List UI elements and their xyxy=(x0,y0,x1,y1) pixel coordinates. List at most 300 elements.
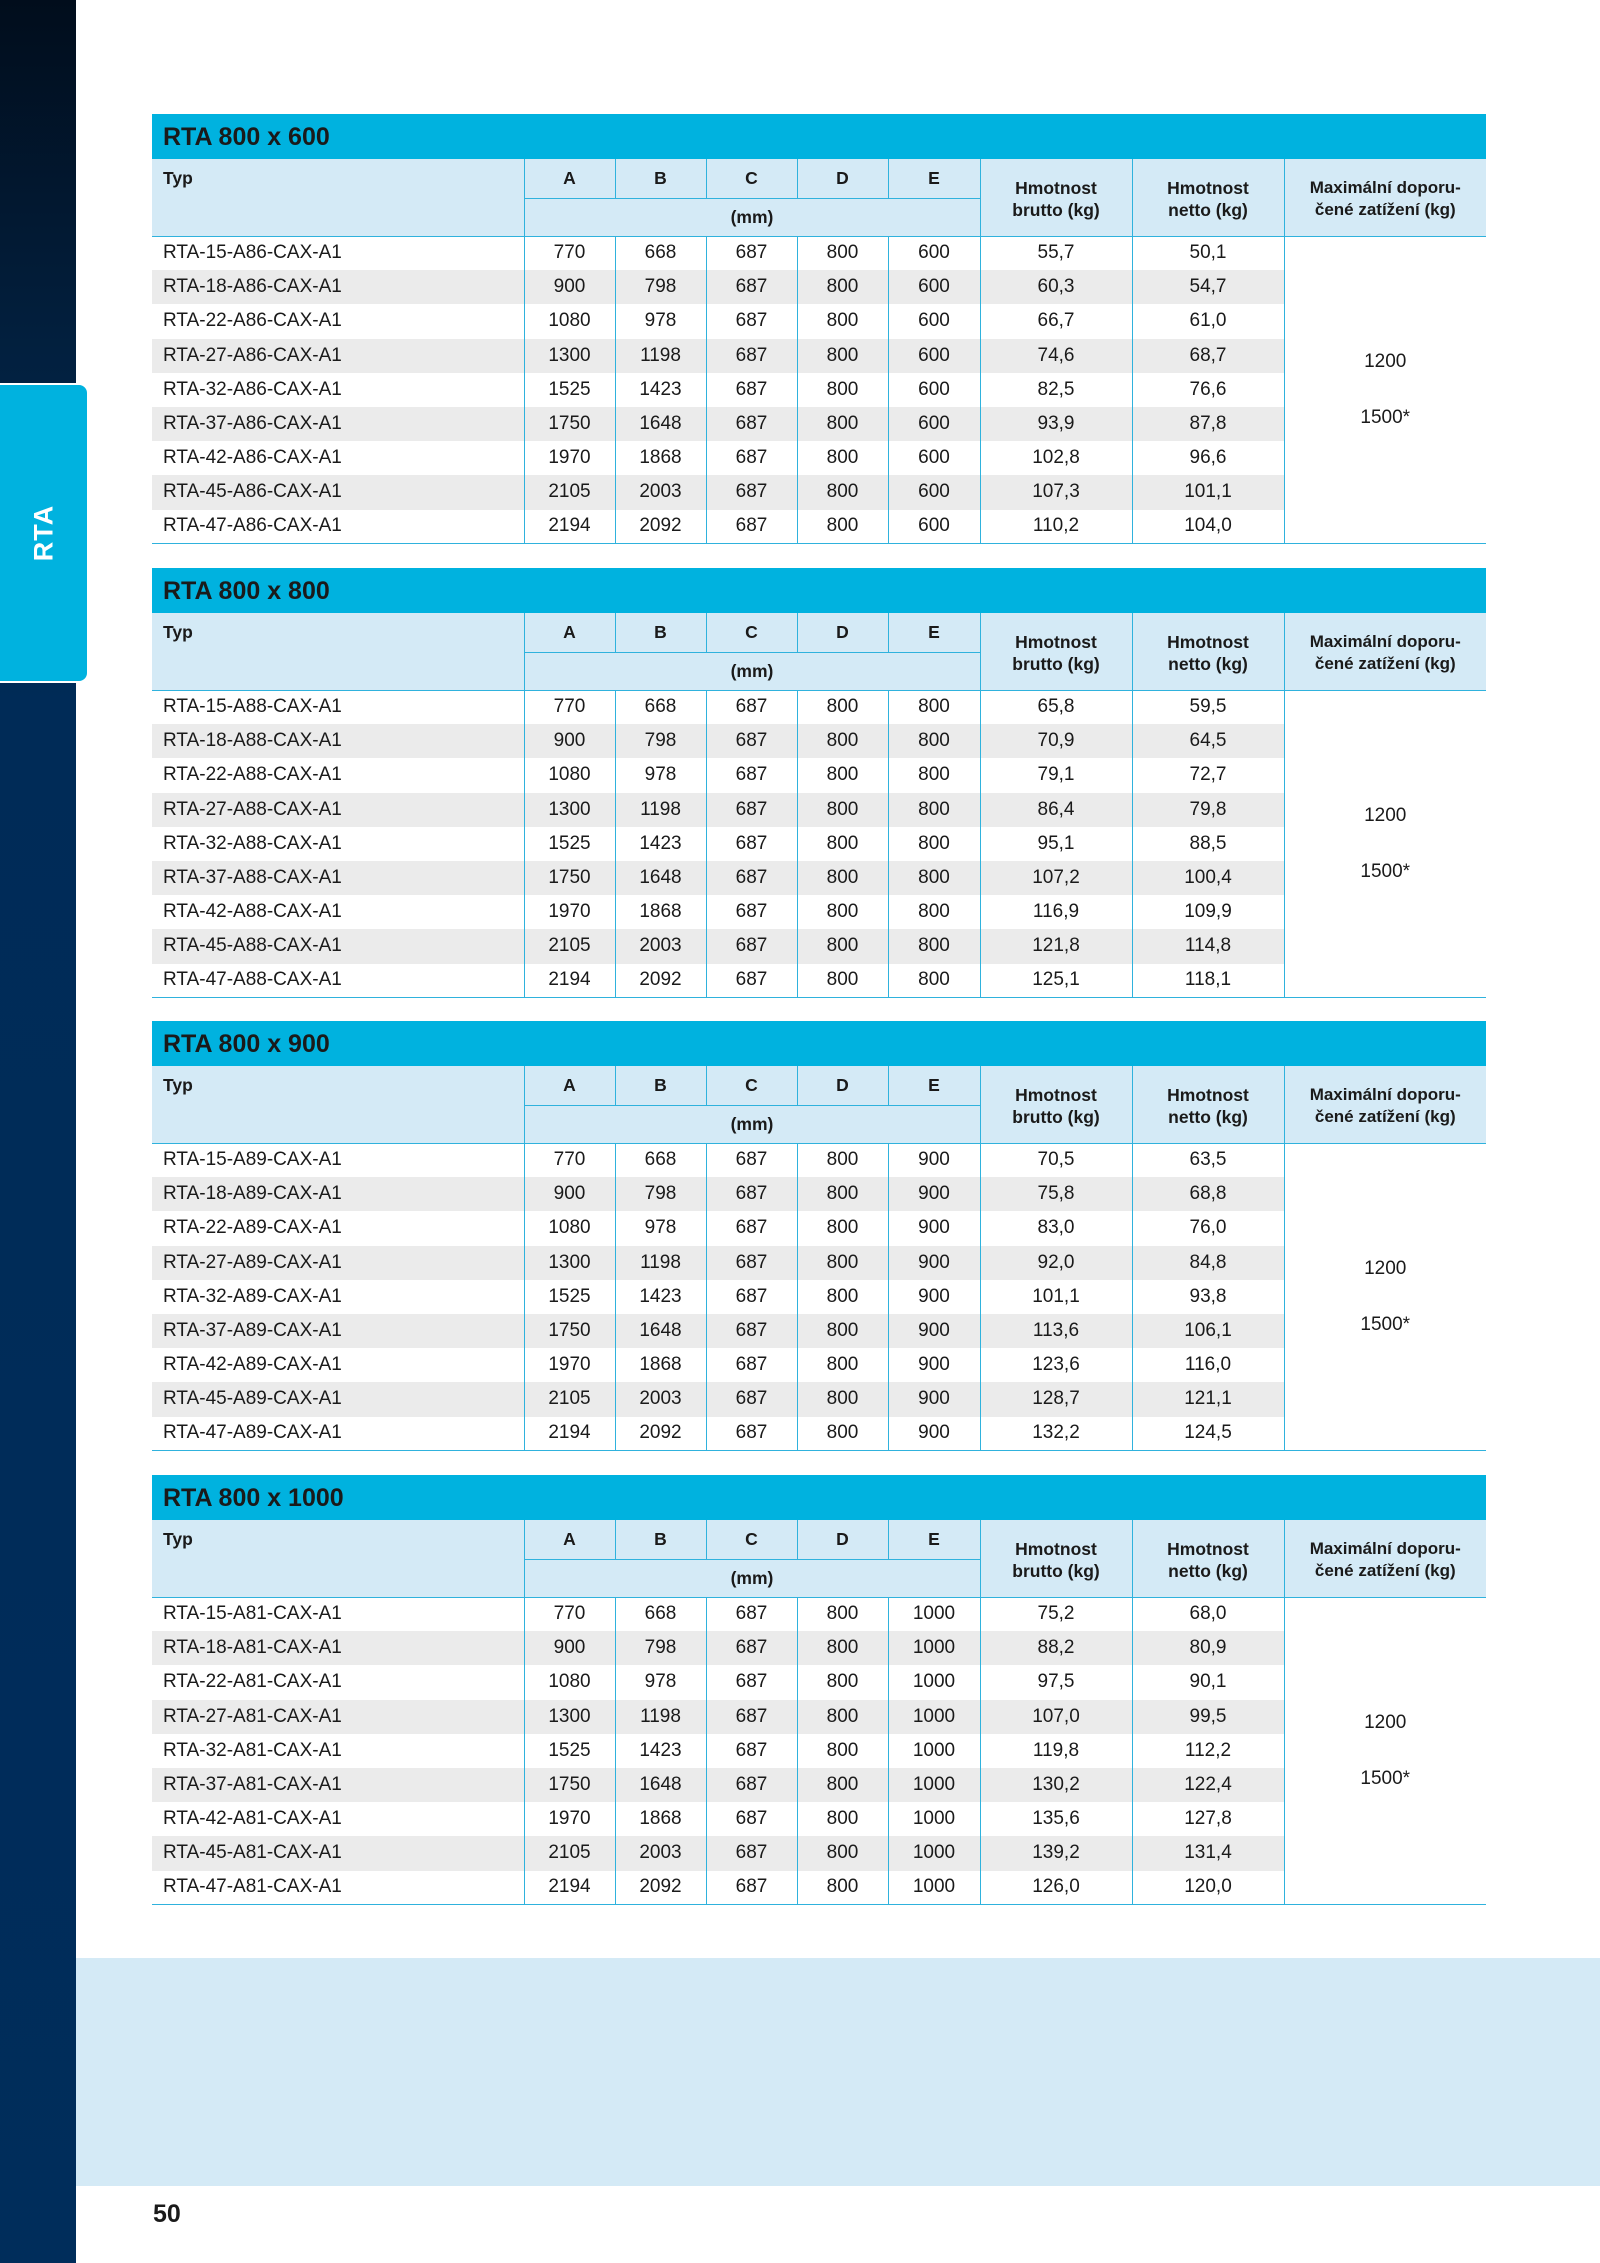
table-cell: 126,0 xyxy=(980,1871,1132,1905)
cell-type: RTA-37-A86-CAX-A1 xyxy=(152,407,524,441)
table-cell: 93,9 xyxy=(980,407,1132,441)
table-cell: 687 xyxy=(706,1177,797,1211)
cell-type: RTA-32-A86-CAX-A1 xyxy=(163,378,342,400)
max-load-cell xyxy=(1284,1143,1486,1451)
cell-type: RTA-27-A89-CAX-A1 xyxy=(152,1246,524,1280)
table-cell: 1198 xyxy=(615,1700,706,1734)
table-cell: 800 xyxy=(797,895,888,929)
max-load-value: 1200 xyxy=(1364,804,1407,826)
table-cell: 800 xyxy=(797,339,888,373)
table-cell: 63,5 xyxy=(1132,1143,1284,1177)
cell-type: RTA-18-A88-CAX-A1 xyxy=(152,724,524,758)
table-cell: 101,1 xyxy=(1132,475,1284,509)
table-cell: 978 xyxy=(615,304,706,338)
table-cell: 1423 xyxy=(615,827,706,861)
table-cell: 2003 xyxy=(615,475,706,509)
table-title: RTA 800 x 900 xyxy=(152,1021,1486,1066)
table-cell: 800 xyxy=(797,1665,888,1699)
table-cell: 770 xyxy=(524,1143,615,1177)
table-cell: 800 xyxy=(797,270,888,304)
col-header-typ: Typ xyxy=(152,159,524,236)
table-cell: 687 xyxy=(706,964,797,998)
table-cell: 687 xyxy=(706,510,797,544)
table-cell: 800 xyxy=(797,1211,888,1245)
header-line: brutto (kg) xyxy=(1012,654,1100,675)
table-cell: 687 xyxy=(706,339,797,373)
header-line: Maximální doporu- xyxy=(1309,1085,1461,1105)
table-cell: 800 xyxy=(797,1280,888,1314)
table-cell: 687 xyxy=(706,827,797,861)
spec-table-block xyxy=(152,114,1486,544)
header-line: netto (kg) xyxy=(1168,1107,1248,1128)
cell-type: RTA-15-A81-CAX-A1 xyxy=(152,1597,524,1631)
table-cell: 70,9 xyxy=(980,724,1132,758)
col-header-net-weight xyxy=(1132,1066,1284,1143)
table-cell: 1080 xyxy=(524,758,615,792)
table-cell: 687 xyxy=(706,1246,797,1280)
table-cell: 600 xyxy=(888,236,980,270)
table-cell: 107,0 xyxy=(980,1700,1132,1734)
table-cell: 1300 xyxy=(524,1246,615,1280)
col-header-unit: (mm) xyxy=(524,652,980,690)
page-number: 50 xyxy=(153,2200,181,2228)
table-cell: 1000 xyxy=(888,1871,980,1905)
table-cell: 800 xyxy=(888,758,980,792)
table-cell: 900 xyxy=(524,270,615,304)
table-cell: 2003 xyxy=(615,1836,706,1870)
table-cell: 800 xyxy=(797,1597,888,1631)
table-cell: 687 xyxy=(706,1382,797,1416)
table-cell: 687 xyxy=(706,895,797,929)
table-cell: 132,2 xyxy=(980,1417,1132,1451)
table-cell: 116,0 xyxy=(1132,1348,1284,1382)
max-load-value: 1200 xyxy=(1364,1257,1407,1279)
table-cell: 600 xyxy=(888,407,980,441)
table-cell: 107,3 xyxy=(980,475,1132,509)
table-cell: 978 xyxy=(615,1665,706,1699)
spec-table xyxy=(152,1066,1486,1451)
table-cell: 1868 xyxy=(615,895,706,929)
table-cell: 687 xyxy=(706,1665,797,1699)
table-cell: 112,2 xyxy=(1132,1734,1284,1768)
table-cell: 800 xyxy=(797,236,888,270)
table-cell: 1868 xyxy=(615,1802,706,1836)
table-cell: 61,0 xyxy=(1132,304,1284,338)
header-row xyxy=(152,1066,1486,1105)
table-cell: 687 xyxy=(706,1802,797,1836)
cell-type: RTA-45-A81-CAX-A1 xyxy=(152,1836,524,1870)
cell-type: RTA-22-A81-CAX-A1 xyxy=(163,1671,342,1693)
header-line: Hmotnost xyxy=(1167,1085,1249,1106)
col-header-unit: (mm) xyxy=(524,1105,980,1143)
cell-type: RTA-18-A81-CAX-A1 xyxy=(152,1631,524,1665)
table-cell: 1000 xyxy=(888,1734,980,1768)
table-cell: 113,6 xyxy=(980,1314,1132,1348)
cell-type: RTA-32-A81-CAX-A1 xyxy=(163,1739,342,1761)
table-cell: 1648 xyxy=(615,407,706,441)
table-cell: 800 xyxy=(888,861,980,895)
table-cell: 800 xyxy=(797,1348,888,1382)
table-cell: 687 xyxy=(706,1768,797,1802)
col-header-net-weight xyxy=(1132,159,1284,236)
col-header-max-load xyxy=(1284,1520,1486,1597)
col-header-typ: Typ xyxy=(152,1066,524,1143)
col-header-net-weight xyxy=(1132,1520,1284,1597)
col-header-unit: (mm) xyxy=(524,1559,980,1597)
col-header-dim: A xyxy=(524,613,615,652)
col-header-dim: C xyxy=(706,1066,797,1105)
table-cell: 75,8 xyxy=(980,1177,1132,1211)
table-cell: 88,2 xyxy=(980,1631,1132,1665)
col-header-max-load xyxy=(1284,159,1486,236)
table-cell: 1300 xyxy=(524,339,615,373)
table-cell: 687 xyxy=(706,407,797,441)
table-cell: 800 xyxy=(888,690,980,724)
table-cell: 687 xyxy=(706,441,797,475)
table-cell: 1525 xyxy=(524,373,615,407)
cell-type: RTA-22-A89-CAX-A1 xyxy=(163,1217,342,1239)
table-cell: 798 xyxy=(615,1177,706,1211)
cell-type: RTA-27-A86-CAX-A1 xyxy=(152,339,524,373)
spec-table xyxy=(152,1520,1486,1905)
table-cell: 1423 xyxy=(615,1280,706,1314)
table-cell: 687 xyxy=(706,1348,797,1382)
table-cell: 687 xyxy=(706,1871,797,1905)
col-header-dim: E xyxy=(888,1520,980,1559)
table-cell: 121,1 xyxy=(1132,1382,1284,1416)
col-header-gross-weight xyxy=(980,1520,1132,1597)
table-cell: 1300 xyxy=(524,793,615,827)
table-cell: 1198 xyxy=(615,793,706,827)
col-header-gross-weight xyxy=(980,159,1132,236)
table-cell: 86,4 xyxy=(980,793,1132,827)
table-cell: 59,5 xyxy=(1132,690,1284,724)
table-cell: 1525 xyxy=(524,827,615,861)
col-header-dim: C xyxy=(706,159,797,198)
table-cell: 687 xyxy=(706,1836,797,1870)
table-cell: 800 xyxy=(797,724,888,758)
table-cell: 687 xyxy=(706,1734,797,1768)
table-cell: 800 xyxy=(797,964,888,998)
table-cell: 96,6 xyxy=(1132,441,1284,475)
section-tab-rta[interactable] xyxy=(0,383,89,683)
col-header-dim: B xyxy=(615,159,706,198)
table-cell: 116,9 xyxy=(980,895,1132,929)
table-cell: 100,4 xyxy=(1132,861,1284,895)
bottom-info-panel xyxy=(76,1958,1600,2186)
table-cell: 79,1 xyxy=(980,758,1132,792)
table-cell: 800 xyxy=(797,1700,888,1734)
table-cell: 798 xyxy=(615,270,706,304)
table-cell: 68,8 xyxy=(1132,1177,1284,1211)
table-cell: 900 xyxy=(888,1348,980,1382)
table-cell: 800 xyxy=(797,1734,888,1768)
table-cell: 1970 xyxy=(524,895,615,929)
max-load-cell xyxy=(1284,1597,1486,1905)
table-cell: 120,0 xyxy=(1132,1871,1284,1905)
table-cell: 800 xyxy=(797,441,888,475)
spec-table-block xyxy=(152,1475,1486,1905)
table-cell: 1198 xyxy=(615,339,706,373)
table-cell: 130,2 xyxy=(980,1768,1132,1802)
col-header-dim: D xyxy=(797,613,888,652)
cell-type: RTA-42-A81-CAX-A1 xyxy=(163,1808,342,1830)
header-line: čené zatížení (kg) xyxy=(1314,654,1456,674)
table-cell: 2003 xyxy=(615,929,706,963)
header-line: netto (kg) xyxy=(1168,200,1248,221)
table-cell: 800 xyxy=(797,861,888,895)
table-cell: 800 xyxy=(797,1382,888,1416)
header-line: Maximální doporu- xyxy=(1309,178,1461,198)
cell-type: RTA-15-A86-CAX-A1 xyxy=(152,236,524,270)
table-cell: 687 xyxy=(706,1211,797,1245)
table-cell: 68,0 xyxy=(1132,1597,1284,1631)
cell-type: RTA-47-A89-CAX-A1 xyxy=(152,1417,524,1451)
table-cell: 800 xyxy=(797,690,888,724)
table-cell: 76,6 xyxy=(1132,373,1284,407)
table-cell: 900 xyxy=(524,724,615,758)
table-cell: 118,1 xyxy=(1132,964,1284,998)
table-cell: 110,2 xyxy=(980,510,1132,544)
table-cell: 74,6 xyxy=(980,339,1132,373)
table-cell: 600 xyxy=(888,339,980,373)
col-header-dim: C xyxy=(706,613,797,652)
table-cell: 687 xyxy=(706,475,797,509)
cell-type: RTA-42-A88-CAX-A1 xyxy=(163,901,342,923)
table-cell: 60,3 xyxy=(980,270,1132,304)
table-cell: 800 xyxy=(888,827,980,861)
cell-type: RTA-18-A86-CAX-A1 xyxy=(152,270,524,304)
table-cell: 800 xyxy=(797,758,888,792)
table-cell: 800 xyxy=(797,1143,888,1177)
table-cell: 687 xyxy=(706,793,797,827)
cell-type: RTA-42-A89-CAX-A1 xyxy=(163,1354,342,1376)
table-cell: 900 xyxy=(888,1280,980,1314)
table-cell: 90,1 xyxy=(1132,1665,1284,1699)
col-header-max-load xyxy=(1284,613,1486,690)
table-cell: 1000 xyxy=(888,1768,980,1802)
table-cell: 1750 xyxy=(524,1768,615,1802)
header-line: Hmotnost xyxy=(1015,1539,1097,1560)
table-cell: 114,8 xyxy=(1132,929,1284,963)
table-cell: 2105 xyxy=(524,1836,615,1870)
table-cell: 687 xyxy=(706,758,797,792)
table-cell: 687 xyxy=(706,1143,797,1177)
table-cell: 900 xyxy=(888,1246,980,1280)
table-cell: 139,2 xyxy=(980,1836,1132,1870)
table-cell: 2105 xyxy=(524,929,615,963)
table-cell: 1000 xyxy=(888,1700,980,1734)
col-header-dim: E xyxy=(888,159,980,198)
table-cell: 107,2 xyxy=(980,861,1132,895)
table-cell: 55,7 xyxy=(980,236,1132,270)
table-cell: 687 xyxy=(706,861,797,895)
table-cell: 687 xyxy=(706,236,797,270)
table-cell: 687 xyxy=(706,1417,797,1451)
table-cell: 600 xyxy=(888,441,980,475)
table-row xyxy=(152,1143,1486,1177)
table-cell: 600 xyxy=(888,373,980,407)
col-header-dim: B xyxy=(615,613,706,652)
table-cell: 800 xyxy=(888,793,980,827)
cell-type: RTA-37-A89-CAX-A1 xyxy=(152,1314,524,1348)
table-cell: 2194 xyxy=(524,510,615,544)
cell-type: RTA-42-A86-CAX-A1 xyxy=(163,447,342,469)
table-cell: 1648 xyxy=(615,861,706,895)
spec-table-block xyxy=(152,1021,1486,1451)
cell-type: RTA-37-A88-CAX-A1 xyxy=(152,861,524,895)
header-line: čené zatížení (kg) xyxy=(1314,1561,1456,1581)
col-header-dim: A xyxy=(524,159,615,198)
table-cell: 2194 xyxy=(524,1871,615,1905)
table-cell: 900 xyxy=(524,1177,615,1211)
table-cell: 1525 xyxy=(524,1280,615,1314)
table-cell: 66,7 xyxy=(980,304,1132,338)
table-title: RTA 800 x 800 xyxy=(152,568,1486,613)
table-cell: 800 xyxy=(797,1631,888,1665)
cell-type: RTA-27-A88-CAX-A1 xyxy=(152,793,524,827)
col-header-dim: D xyxy=(797,1066,888,1105)
spec-table-block xyxy=(152,568,1486,998)
table-cell: 978 xyxy=(615,758,706,792)
table-cell: 93,8 xyxy=(1132,1280,1284,1314)
table-cell: 800 xyxy=(797,1314,888,1348)
header-line: netto (kg) xyxy=(1168,1561,1248,1582)
table-cell: 900 xyxy=(888,1417,980,1451)
table-cell: 1000 xyxy=(888,1665,980,1699)
table-cell: 76,0 xyxy=(1132,1211,1284,1245)
table-cell: 800 xyxy=(797,475,888,509)
table-cell: 800 xyxy=(797,1802,888,1836)
table-cell: 900 xyxy=(888,1177,980,1211)
col-header-unit: (mm) xyxy=(524,198,980,236)
table-cell: 75,2 xyxy=(980,1597,1132,1631)
table-cell: 2092 xyxy=(615,1871,706,1905)
header-line: Hmotnost xyxy=(1015,1085,1097,1106)
table-cell: 1423 xyxy=(615,373,706,407)
table-cell: 82,5 xyxy=(980,373,1132,407)
table-cell: 668 xyxy=(615,690,706,724)
cell-type: RTA-27-A81-CAX-A1 xyxy=(152,1700,524,1734)
table-cell: 2105 xyxy=(524,1382,615,1416)
table-cell: 2092 xyxy=(615,964,706,998)
table-cell: 1525 xyxy=(524,1734,615,1768)
cell-type: RTA-32-A89-CAX-A1 xyxy=(163,1285,342,1307)
table-cell: 800 xyxy=(797,929,888,963)
table-cell: 97,5 xyxy=(980,1665,1132,1699)
table-cell: 124,5 xyxy=(1132,1417,1284,1451)
table-cell: 2194 xyxy=(524,1417,615,1451)
table-cell: 68,7 xyxy=(1132,339,1284,373)
max-load-cell xyxy=(1284,690,1486,998)
header-line: čené zatížení (kg) xyxy=(1314,1107,1456,1127)
table-cell: 50,1 xyxy=(1132,236,1284,270)
header-line: Hmotnost xyxy=(1167,1539,1249,1560)
cell-type: RTA-45-A86-CAX-A1 xyxy=(152,475,524,509)
header-row xyxy=(152,613,1486,652)
cell-type: RTA-18-A89-CAX-A1 xyxy=(152,1177,524,1211)
table-cell: 95,1 xyxy=(980,827,1132,861)
table-cell: 800 xyxy=(888,895,980,929)
col-header-typ: Typ xyxy=(152,1520,524,1597)
cell-type: RTA-15-A89-CAX-A1 xyxy=(152,1143,524,1177)
table-cell: 64,5 xyxy=(1132,724,1284,758)
cell-type: RTA-45-A89-CAX-A1 xyxy=(152,1382,524,1416)
table-cell: 798 xyxy=(615,724,706,758)
header-line: Hmotnost xyxy=(1167,632,1249,653)
table-cell: 1080 xyxy=(524,304,615,338)
table-cell: 1000 xyxy=(888,1631,980,1665)
table-row xyxy=(152,1597,1486,1631)
table-cell: 1648 xyxy=(615,1314,706,1348)
table-cell: 1000 xyxy=(888,1836,980,1870)
max-load-value: 1200 xyxy=(1364,350,1407,372)
table-cell: 127,8 xyxy=(1132,1802,1284,1836)
table-cell: 800 xyxy=(797,1871,888,1905)
table-cell: 800 xyxy=(888,964,980,998)
table-cell: 800 xyxy=(797,1768,888,1802)
table-cell: 600 xyxy=(888,270,980,304)
table-title: RTA 800 x 600 xyxy=(152,114,1486,159)
table-cell: 1000 xyxy=(888,1597,980,1631)
section-tab-label: RTA xyxy=(28,504,58,562)
table-cell: 770 xyxy=(524,1597,615,1631)
table-cell: 668 xyxy=(615,236,706,270)
table-cell: 128,7 xyxy=(980,1382,1132,1416)
table-cell: 687 xyxy=(706,690,797,724)
table-cell: 668 xyxy=(615,1597,706,1631)
table-cell: 687 xyxy=(706,929,797,963)
table-cell: 87,8 xyxy=(1132,407,1284,441)
table-cell: 79,8 xyxy=(1132,793,1284,827)
col-header-net-weight xyxy=(1132,613,1284,690)
cell-type: RTA-22-A86-CAX-A1 xyxy=(163,310,342,332)
table-cell: 687 xyxy=(706,1631,797,1665)
table-cell: 1970 xyxy=(524,441,615,475)
table-cell: 770 xyxy=(524,236,615,270)
table-cell: 88,5 xyxy=(1132,827,1284,861)
table-cell: 84,8 xyxy=(1132,1246,1284,1280)
table-cell: 131,4 xyxy=(1132,1836,1284,1870)
table-title: RTA 800 x 1000 xyxy=(152,1475,1486,1520)
table-cell: 687 xyxy=(706,1700,797,1734)
table-cell: 800 xyxy=(797,407,888,441)
left-sidebar-bar xyxy=(0,0,76,2263)
table-cell: 900 xyxy=(524,1631,615,1665)
header-row xyxy=(152,1520,1486,1559)
max-load-cell xyxy=(1284,236,1486,544)
col-header-dim: A xyxy=(524,1066,615,1105)
table-cell: 1300 xyxy=(524,1700,615,1734)
spec-table xyxy=(152,613,1486,998)
table-cell: 1868 xyxy=(615,441,706,475)
header-line: netto (kg) xyxy=(1168,654,1248,675)
table-cell: 83,0 xyxy=(980,1211,1132,1245)
header-line: brutto (kg) xyxy=(1012,200,1100,221)
table-cell: 668 xyxy=(615,1143,706,1177)
col-header-dim: B xyxy=(615,1066,706,1105)
table-cell: 1000 xyxy=(888,1802,980,1836)
table-cell: 1970 xyxy=(524,1348,615,1382)
table-cell: 72,7 xyxy=(1132,758,1284,792)
table-cell: 101,1 xyxy=(980,1280,1132,1314)
table-cell: 687 xyxy=(706,304,797,338)
table-cell: 1648 xyxy=(615,1768,706,1802)
table-cell: 70,5 xyxy=(980,1143,1132,1177)
col-header-dim: D xyxy=(797,159,888,198)
table-cell: 122,4 xyxy=(1132,1768,1284,1802)
table-cell: 65,8 xyxy=(980,690,1132,724)
